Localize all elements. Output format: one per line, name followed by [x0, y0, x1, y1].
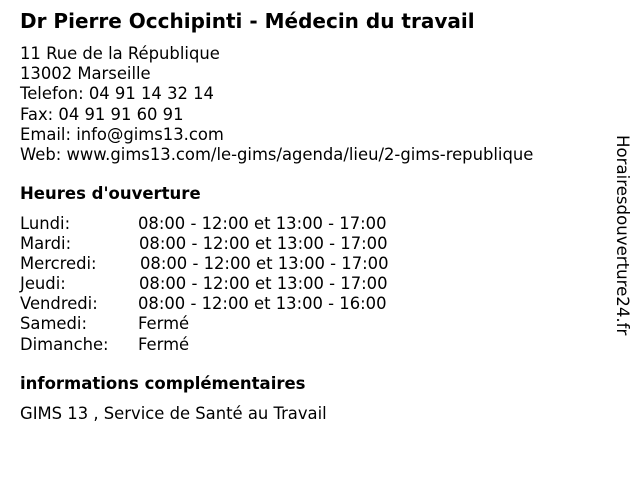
opening-hours-heading: Heures d'ouverture	[20, 184, 201, 203]
address-city: 13002 Marseille	[20, 64, 151, 84]
hours-value: 08:00 - 12:00 et 13:00 - 17:00	[140, 254, 389, 274]
address-street: 11 Rue de la République	[20, 44, 220, 63]
page-title: Dr Pierre Occhipinti - Médecin du travail	[20, 9, 475, 33]
additional-info-heading: informations complémentaires	[20, 374, 306, 393]
website-url: Web: www.gims13.com/le-gims/agenda/lieu/2-gims-republique	[20, 144, 534, 164]
additional-info-text: GIMS 13 , Service de Santé au Travail	[20, 404, 327, 423]
fax-number: Fax: 04 91 91 60 91	[20, 104, 184, 124]
day-label: Vendredi:	[20, 294, 98, 314]
hours-value: 08:00 - 12:00 et 13:00 - 17:00	[138, 214, 387, 233]
hours-value: 08:00 - 12:00 et 13:00 - 17:00	[139, 274, 388, 294]
contact-block	[20, 44, 533, 165]
hours-value: 08:00 - 12:00 et 13:00 - 17:00	[139, 234, 388, 254]
hours-value: Fermé	[138, 334, 190, 354]
day-label: Lundi:	[20, 214, 71, 233]
day-label: Mercredi:	[20, 254, 97, 274]
hours-value: Fermé	[138, 314, 190, 334]
day-label: Jeudi:	[20, 274, 66, 294]
day-label: Samedi:	[20, 314, 87, 334]
day-label: Mardi:	[20, 234, 72, 254]
hours-value: 08:00 - 12:00 et 13:00 - 16:00	[138, 294, 387, 314]
site-watermark: Horairesdouverture24.fr	[613, 135, 632, 336]
phone-number: Telefon: 04 91 14 32 14	[20, 84, 214, 104]
day-label: Dimanche:	[20, 334, 109, 354]
email-address: Email: info@gims13.com	[20, 124, 224, 144]
